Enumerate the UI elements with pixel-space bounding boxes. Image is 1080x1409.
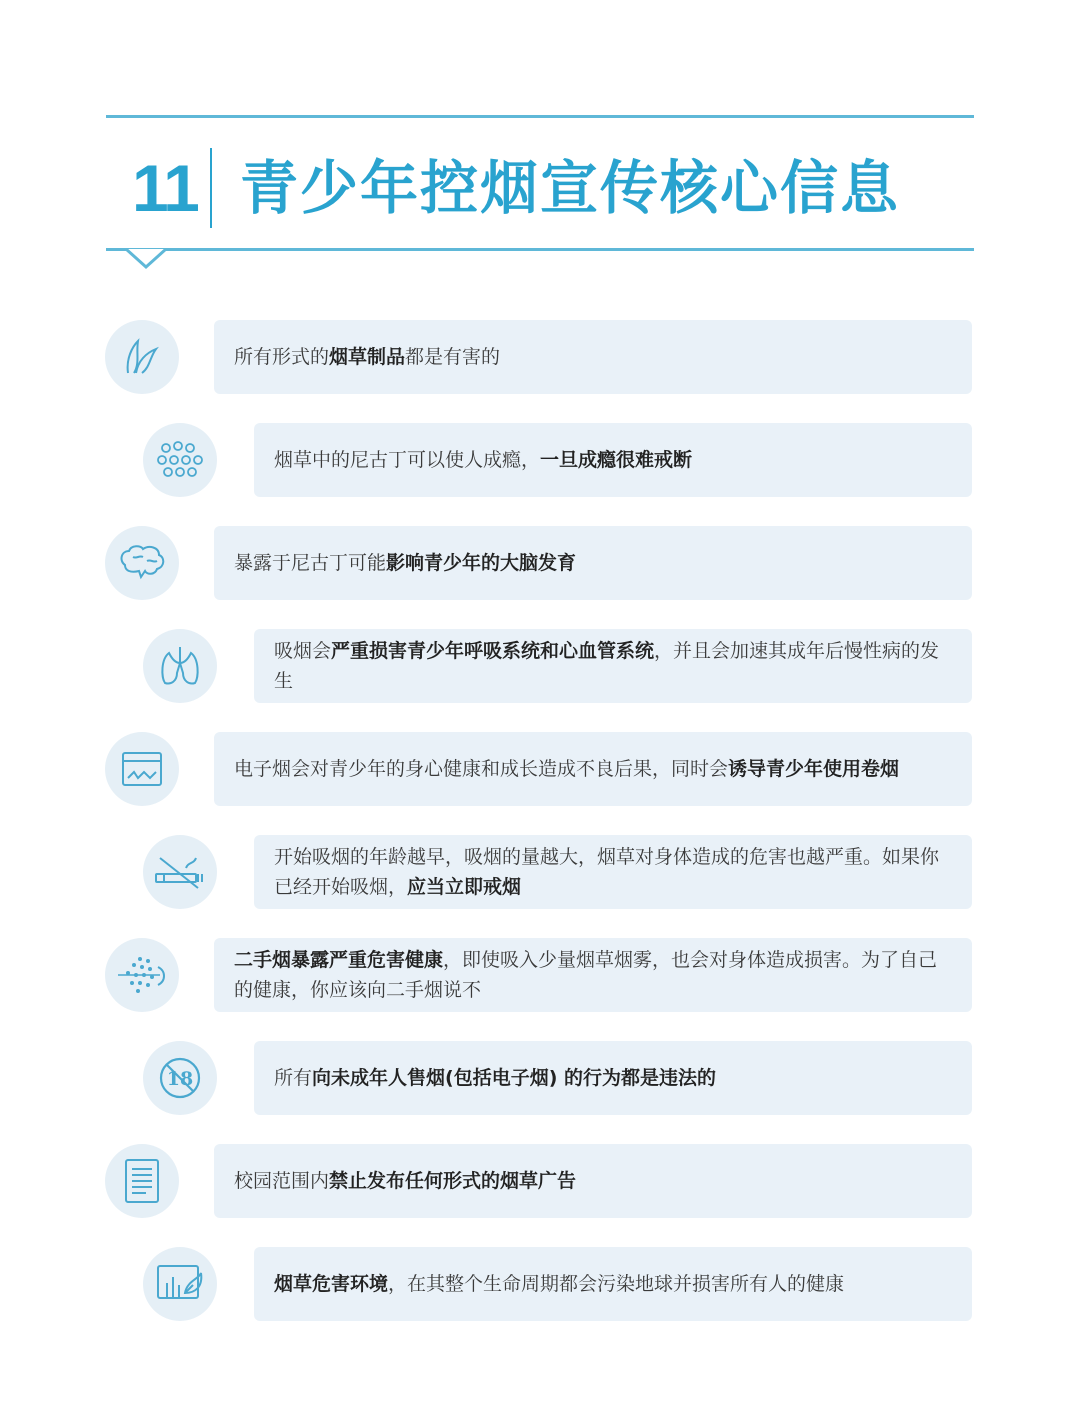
header-separator — [210, 148, 212, 228]
list-item — [0, 1247, 1080, 1321]
message-box — [254, 629, 972, 703]
emphasis-text: 二手烟暴露严重危害健康 — [234, 949, 444, 971]
svg-text:18: 18 — [166, 1068, 194, 1090]
icon-circle — [105, 732, 179, 806]
emphasis-text: 向未成年人售烟(包括电子烟) 的行为都是违法的 — [312, 1067, 716, 1089]
message-box — [214, 732, 972, 806]
molecules-icon — [156, 440, 204, 480]
message-box — [214, 1144, 972, 1218]
message-box — [254, 423, 972, 497]
icon-circle — [143, 1041, 217, 1115]
lungs-icon — [157, 643, 203, 689]
page-title: 青少年控烟宣传核心信息 — [240, 154, 901, 222]
list-item — [0, 320, 1080, 394]
emphasis-text: 应当立即戒烟 — [407, 876, 522, 898]
body-text: 暴露于尼古丁可能 — [234, 552, 387, 574]
message-text — [274, 1269, 844, 1299]
message-text — [274, 636, 952, 696]
list-item — [0, 1144, 1080, 1218]
under-18-prohibited-icon — [157, 1055, 203, 1101]
list-item — [0, 423, 1080, 497]
document-icon — [122, 1157, 162, 1205]
message-box — [254, 1247, 972, 1321]
list-item — [0, 1041, 1080, 1115]
emphasis-text: 禁止发布任何形式的烟草广告 — [329, 1170, 577, 1192]
message-text — [274, 1063, 716, 1093]
message-text — [234, 548, 576, 578]
body-text: 所有 — [274, 1067, 313, 1089]
icon-circle — [105, 320, 179, 394]
message-text — [234, 754, 899, 784]
emphasis-text: 影响青少年的大脑发育 — [386, 552, 577, 574]
message-text — [234, 342, 500, 372]
icon-circle — [143, 629, 217, 703]
body-text: ，即使吸入少量烟草烟雾，也会对身体造成损害。为了自己的健康，你应该向二手烟说不 — [234, 949, 938, 1001]
emphasis-text: 一旦成瘾很难戒断 — [540, 449, 693, 471]
list-item — [0, 629, 1080, 703]
tobacco-leaf-icon — [120, 335, 164, 379]
emphasis-text: 诱导青少年使用卷烟 — [728, 758, 900, 780]
body-text: 电子烟会对青少年的身心健康和成长造成不良后果，同时会 — [234, 758, 729, 780]
header-bottom-rule — [106, 248, 974, 251]
body-text: 烟草中的尼古丁可以使人成瘾， — [274, 449, 541, 471]
body-text: ，在其整个生命周期都会污染地球并损害所有人的健康 — [388, 1273, 845, 1295]
message-box — [254, 835, 972, 909]
icon-circle — [143, 1247, 217, 1321]
emphasis-text: 烟草危害环境 — [274, 1273, 389, 1295]
header-notch — [126, 248, 166, 270]
message-text — [234, 945, 952, 1005]
header-number: 11 — [132, 151, 198, 225]
message-box — [214, 938, 972, 1012]
body-text: 开始吸烟的年龄越早，吸烟的量越大，烟草对身体造成的危害也越严重。如果你已经开始吸烟， — [274, 846, 940, 898]
body-text: 吸烟会 — [274, 640, 332, 662]
message-text — [274, 445, 692, 475]
message-box — [214, 320, 972, 394]
emphasis-text: 严重损害青少年呼吸系统和心血管系统 — [331, 640, 655, 662]
header-top-rule — [106, 115, 974, 118]
message-text — [274, 842, 952, 902]
no-smoking-icon — [152, 852, 208, 892]
message-box — [254, 1041, 972, 1115]
body-text: 所有形式的 — [234, 346, 330, 368]
icon-circle — [105, 1144, 179, 1218]
brain-icon — [117, 543, 167, 583]
icon-circle — [143, 423, 217, 497]
icon-circle — [105, 526, 179, 600]
message-text — [234, 1166, 576, 1196]
message-box — [214, 526, 972, 600]
e-cigarette-icon — [120, 750, 164, 788]
icon-circle — [105, 938, 179, 1012]
list-item — [0, 938, 1080, 1012]
body-text: 都是有害的 — [405, 346, 501, 368]
secondhand-smoke-icon — [116, 953, 168, 997]
list-item — [0, 732, 1080, 806]
emphasis-text: 烟草制品 — [329, 346, 406, 368]
environment-icon — [155, 1263, 205, 1305]
list-item — [0, 835, 1080, 909]
icon-circle — [143, 835, 217, 909]
list-item — [0, 526, 1080, 600]
body-text: ，并且会加速其成年后慢性病的发生 — [274, 640, 940, 692]
body-text: 校园范围内 — [234, 1170, 330, 1192]
